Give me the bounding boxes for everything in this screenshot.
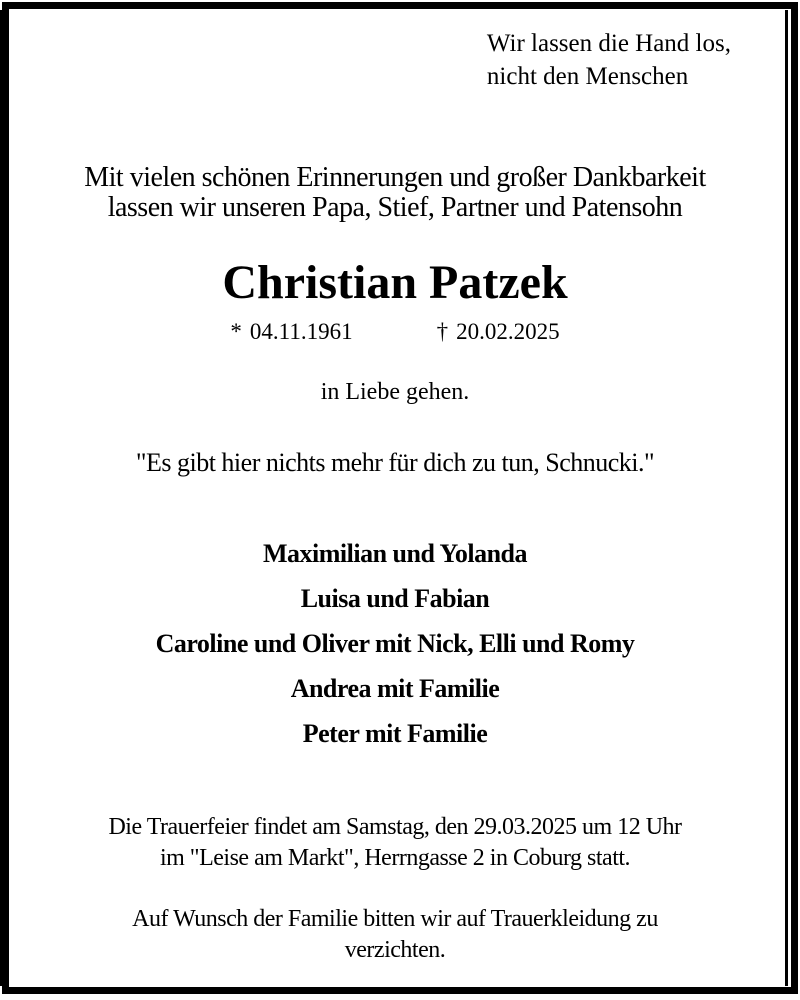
birth-date-value: 04.11.1961	[249, 319, 353, 344]
farewell-quote: "Es gibt hier nichts mehr für dich zu tun, Schnucki."	[135, 448, 655, 477]
family-request	[9, 904, 781, 966]
epigraph-line: Wir lassen die Hand los,	[486, 30, 731, 57]
funeral-info-line: im "Leise am Markt", Herrngasse 2 in Coburg statt.	[159, 845, 631, 871]
intro-line: lassen wir unseren Papa, Stief, Partner und Patensohn	[107, 192, 683, 223]
frame-thin-rule-left	[0, 10, 2, 986]
closing-line: in Liebe gehen.	[320, 379, 470, 405]
intro-text	[9, 163, 781, 223]
mourners-list	[9, 531, 781, 756]
death-date	[437, 317, 560, 347]
notice-content	[9, 9, 781, 987]
death-cross-symbol: †	[436, 319, 449, 344]
mourner-name: Luisa und Fabian	[300, 584, 490, 613]
mourner-name: Caroline und Oliver mit Nick, Elli und Romy	[155, 629, 635, 658]
deceased-name: Christian Patzek	[222, 256, 568, 309]
mourner-name: Peter mit Familie	[302, 719, 488, 748]
mourner-name: Andrea mit Familie	[290, 674, 500, 703]
intro-line: Mit vielen schönen Erinnerungen und großer Dankbarkeit	[84, 162, 706, 193]
family-request-line: verzichten.	[344, 937, 446, 963]
funeral-info	[9, 812, 781, 874]
funeral-info-line: Die Trauerfeier findet am Samstag, den 29.03.2025 um 12 Uhr	[108, 814, 682, 840]
frame-thin-rule-right	[785, 10, 788, 986]
mourner-name: Maximilian und Yolanda	[262, 539, 527, 568]
epigraph-line: nicht den Menschen	[486, 63, 689, 90]
death-date-value: 20.02.2025	[456, 319, 560, 344]
life-dates	[9, 317, 781, 347]
birth-date	[230, 317, 352, 347]
epigraph	[487, 27, 731, 93]
family-request-line: Auf Wunsch der Familie bitten wir auf Trauerkleidung zu	[132, 906, 658, 932]
birth-symbol: *	[230, 319, 242, 344]
